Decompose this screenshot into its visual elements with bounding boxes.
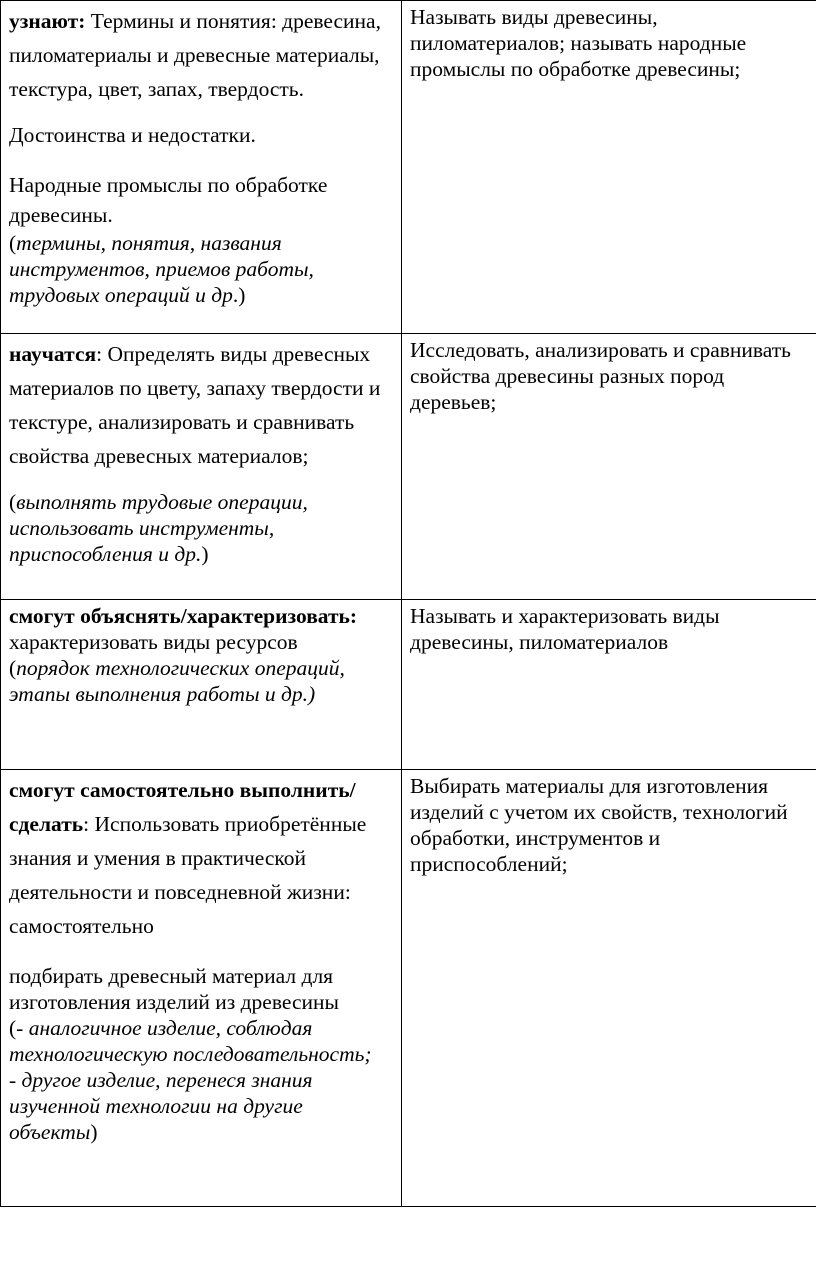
table-cell <box>1 1 402 334</box>
paragraph: Народные промыслы по обработке древесины. <box>9 173 328 227</box>
table-cell <box>1 600 402 770</box>
paragraph: Выбирать материалы для изготовления изделий с учетом их свойств, технологий обработки, инструментов и приспособлений; <box>410 774 788 876</box>
paragraph: смогут самостоятельно выполнить/сделать: Использовать приобретённые знания и умения в практической деятельности и повседневной жизни: самостоятельно <box>9 778 367 938</box>
paragraph: (- аналогичное изделие, соблюдая технологическую последовательность; <box>9 1016 372 1066</box>
paragraph: Называть виды древесины, пиломатериалов; называть народные промыслы по обработке древесины; <box>410 5 747 81</box>
table-row <box>1 1 816 334</box>
bold-label: научатся <box>9 342 97 366</box>
paragraph: Исследовать, анализировать и сравнивать свойства древесины разных пород деревьев; <box>410 338 791 414</box>
paragraph: Достоинства и недостатки. <box>9 123 256 147</box>
paragraph: - другое изделие, перенеся знания изученной технологии на другие объекты) <box>9 1068 313 1144</box>
paragraph: (выполнять трудовые операции, использовать инструменты, приспособления и др.) <box>9 490 308 566</box>
bold-label: смогут объяснять/характеризовать: <box>9 604 358 628</box>
italic-note: аналогичное изделие, соблюдая технологическую последовательность; <box>9 1016 372 1066</box>
table-row <box>1 334 816 600</box>
bold-label: смогут самостоятельно выполнить/сделать <box>9 778 356 836</box>
paragraph: подбирать древесный материал для изготовления изделий из древесины <box>9 964 339 1014</box>
italic-note: термины, понятия, названия инструментов, приемов работы, трудовых операций и др <box>9 231 314 307</box>
table-row <box>1 770 816 1207</box>
bold-label: узнают: <box>9 9 86 33</box>
table-cell <box>1 770 402 1207</box>
paragraph: узнают: Термины и понятия: древесина, пиломатериалы и древесные материалы, текстура, цвет, запах, твердость. <box>9 9 381 101</box>
table-cell <box>402 334 816 600</box>
italic-note: порядок технологических операций, этапы выполнения работы и др.) <box>9 656 345 706</box>
paragraph: (термины, понятия, названия инструментов, приемов работы, трудовых операций и др.) <box>9 231 314 307</box>
italic-note: - другое изделие, перенеся знания изученной технологии на другие объекты <box>9 1068 313 1144</box>
paragraph: Называть и характеризовать виды древесины, пиломатериалов <box>410 604 720 654</box>
paragraph: смогут объяснять/характеризовать: характеризовать виды ресурсов (порядок технологических операций, этапы выполнения работы и др.) <box>9 604 358 706</box>
paragraph: научатся: Определять виды древесных материалов по цвету, запаху твердости и текстуре, анализировать и сравнивать свойства древесных материалов; <box>9 342 381 468</box>
table-row <box>1 600 816 770</box>
table-cell <box>402 1 816 334</box>
table-cell <box>1 334 402 600</box>
table-cell <box>402 600 816 770</box>
italic-note: выполнять трудовые операции, использовать инструменты, приспособления и др. <box>9 490 308 566</box>
table-cell <box>402 770 816 1207</box>
